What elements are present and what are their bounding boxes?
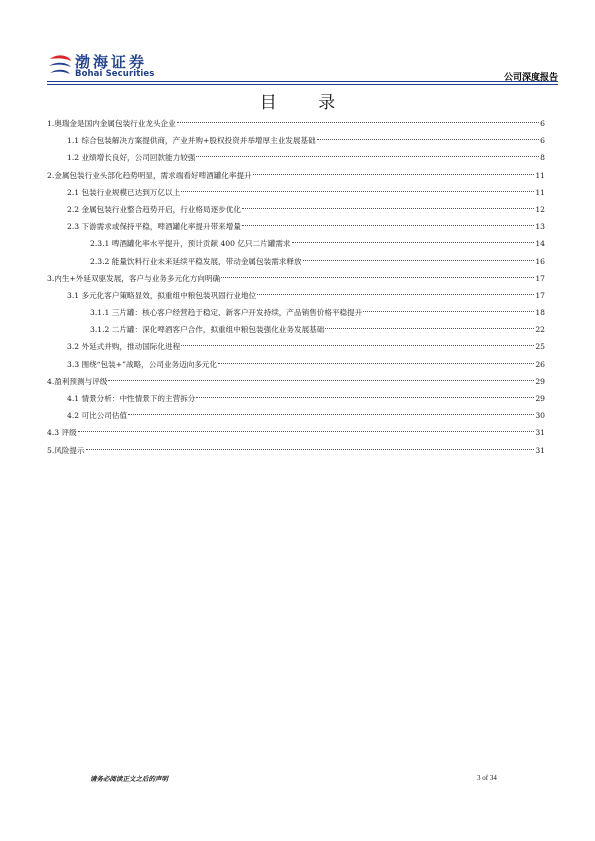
toc-dot-leader [257, 294, 534, 295]
toc-entry[interactable] [47, 184, 545, 201]
toc-dot-leader [253, 174, 535, 175]
toc-dot-leader [86, 449, 535, 450]
toc-entry[interactable] [47, 201, 545, 218]
toc-dot-leader [181, 345, 534, 346]
logo-chinese-name: 渤海证券 [75, 53, 148, 71]
toc-entry-page-number: 29 [535, 376, 545, 386]
toc-dot-leader [177, 122, 539, 123]
toc-dot-leader [128, 414, 534, 415]
toc-entry-page-number: 25 [535, 342, 545, 352]
toc-dot-leader [242, 225, 534, 226]
toc-entry-title: 3.1 多元化客户策略显效，拟重组中粮包装巩固行业地位 [67, 290, 257, 300]
toc-dot-leader [325, 328, 534, 329]
toc-entry[interactable] [47, 287, 545, 304]
toc-dot-leader [242, 208, 534, 209]
toc-dot-leader [303, 260, 535, 261]
toc-entry-title: 1.奥瑞金是国内金属包装行业龙头企业 [47, 119, 176, 128]
toc-entry[interactable] [47, 442, 545, 459]
toc-entry[interactable] [47, 338, 545, 355]
toc-entry[interactable] [47, 373, 545, 390]
toc-dot-leader [221, 277, 534, 278]
toc-entry-page-number: 8 [540, 153, 545, 163]
toc-entry-page-number: 11 [535, 187, 545, 197]
footer-page-number: 3 of 34 [477, 774, 497, 782]
toc-dot-leader [196, 156, 539, 157]
toc-entry[interactable] [47, 321, 545, 338]
toc-entry-page-number: 16 [535, 256, 545, 266]
header-divider-thin [47, 84, 558, 85]
toc-entry[interactable] [47, 424, 545, 441]
toc-dot-leader [317, 139, 539, 140]
toc-dot-leader [196, 397, 534, 398]
toc-entry[interactable] [47, 167, 545, 184]
toc-entry-page-number: 31 [535, 428, 545, 438]
toc-entry-title: 5.风险提示 [47, 445, 85, 455]
report-type-label: 公司深度报告 [503, 73, 558, 83]
footer-disclaimer: 请务必阅读正文之后的声明 [90, 775, 168, 783]
toc-dot-leader [218, 363, 534, 364]
toc-entry-title: 2.金属包装行业头部化趋势明显，需求端看好啤酒罐化率提升 [47, 170, 252, 180]
toc-entry[interactable] [47, 253, 545, 270]
toc-entry[interactable] [47, 235, 545, 252]
toc-entry-page-number: 30 [535, 411, 545, 421]
toc-dot-leader [292, 242, 535, 243]
toc-entry[interactable] [47, 304, 545, 321]
toc-entry-page-number: 26 [535, 359, 545, 369]
toc-entry-page-number: 18 [535, 308, 545, 318]
toc-entry[interactable] [47, 407, 545, 424]
bohai-securities-logo [47, 52, 177, 82]
toc-entry[interactable] [47, 149, 545, 166]
toc-entry-page-number: 6 [540, 119, 545, 128]
toc-entry-title: 3.3 围绕“包装+”战略，公司业务迈向多元化 [67, 359, 218, 369]
toc-title: 目 录 [259, 93, 354, 113]
toc-entry-page-number: 29 [535, 394, 545, 403]
toc-entry-page-number: 17 [535, 290, 545, 300]
toc-entry-title: 4.3 评级 [47, 428, 77, 438]
toc-entry-title: 2.3.1 啤酒罐化率水平提升，预计贡献 400 亿只二片罐需求 [90, 239, 291, 249]
toc-dot-leader [108, 380, 534, 381]
toc-entry-title: 4.盈利预测与评级 [47, 376, 108, 386]
toc-entry-title: 2.1 包装行业规模已达到万亿以上 [67, 187, 181, 197]
toc-entry[interactable] [47, 270, 545, 287]
toc-entry-title: 3.内生+外延双驱发展，客户与业务多元化方向明确 [47, 273, 221, 283]
toc-entry-title: 3.2 外延式并购，推动国际化进程 [67, 342, 181, 352]
toc-entry-title: 1.1 综合包装解决方案提供商，产业并购+股权投资并举增厚主业发展基础 [67, 136, 316, 146]
toc-entry[interactable] [47, 218, 545, 235]
toc-entry-title: 4.1 情景分析：中性情景下的主营拆分 [67, 394, 196, 403]
toc-entry-title: 2.2 金属包装行业整合趋势开启，行业格局逐步优化 [67, 204, 241, 214]
toc-entry[interactable] [47, 132, 545, 149]
toc-entry[interactable] [47, 356, 545, 373]
header-divider [47, 81, 558, 82]
toc-entry-page-number: 14 [535, 239, 545, 249]
toc-entry-page-number: 17 [535, 273, 545, 283]
toc-entry[interactable] [47, 115, 545, 132]
toc-entry-page-number: 13 [535, 222, 545, 232]
page-header [0, 0, 595, 90]
toc-entry-page-number: 11 [535, 170, 545, 180]
toc-dot-leader [78, 431, 535, 432]
toc-entry-title: 1.2 业绩增长良好，公司回款能力较强 [67, 153, 196, 163]
toc-entry-title: 4.2 可比公司估值 [67, 411, 128, 421]
toc-dot-leader [181, 191, 534, 192]
toc-entry-title: 3.1.2 二片罐：深化啤酒客户合作，拟重组中粮包装强化业务发展基础 [90, 325, 325, 335]
toc-entry-page-number: 6 [540, 136, 545, 146]
toc-entry-title: 2.3.2 能量饮料行业未来延续平稳发展，带动金属包装需求释放 [90, 256, 302, 266]
logo-english-name: Bohai Securities [75, 69, 155, 79]
toc-entry-title: 2.3 下游需求或保持平稳，啤酒罐化率提升带来增量 [67, 222, 241, 232]
toc-entry-page-number: 31 [535, 445, 545, 455]
table-of-contents [47, 115, 545, 459]
toc-entry[interactable] [47, 390, 545, 407]
logo-swirl-icon [47, 53, 73, 79]
toc-entry-title: 3.1.1 三片罐：核心客户经营趋于稳定、新客户开发持续，产品销售价格平稳提升 [90, 308, 363, 318]
toc-dot-leader [363, 311, 534, 312]
toc-entry-page-number: 12 [535, 204, 545, 214]
toc-entry-page-number: 22 [535, 325, 545, 335]
